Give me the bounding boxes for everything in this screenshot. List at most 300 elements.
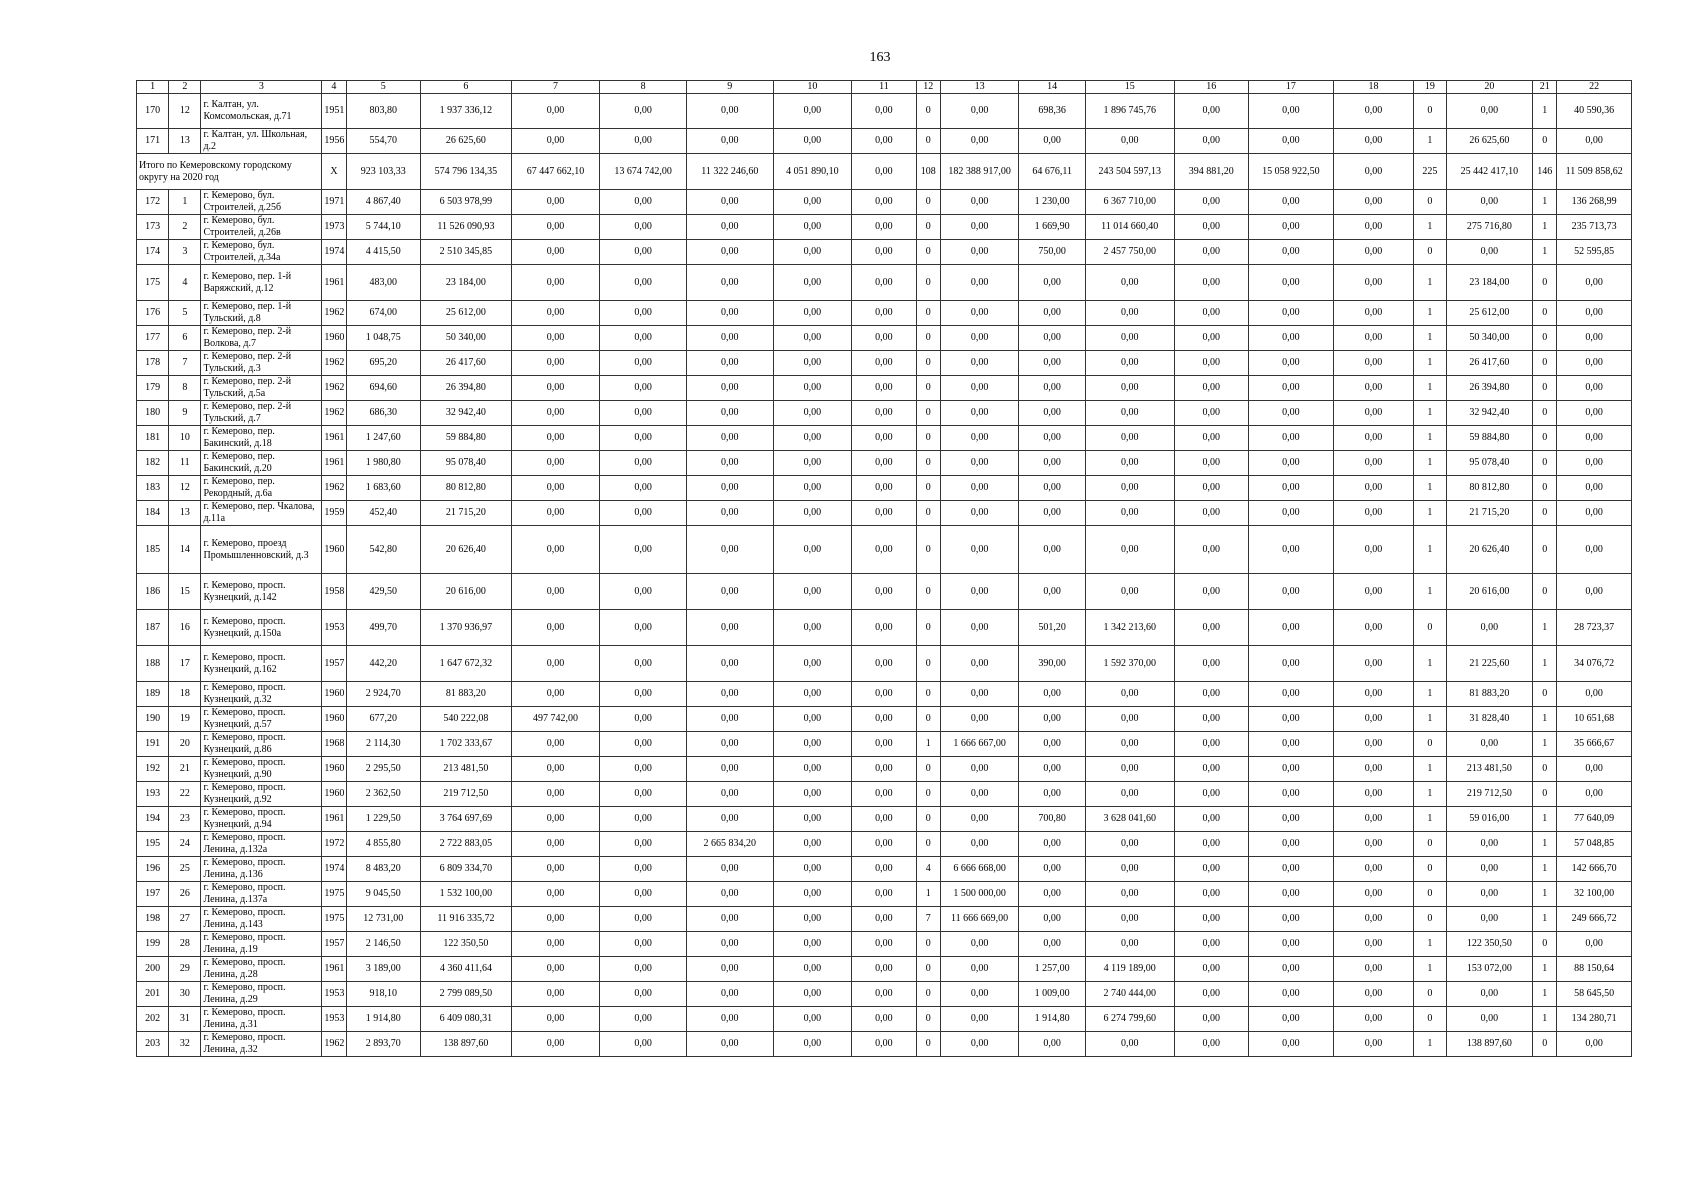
table-cell: 0 bbox=[916, 610, 940, 646]
header-cell: 7 bbox=[511, 81, 600, 94]
table-cell: 0 bbox=[916, 240, 940, 265]
table-cell: 0,00 bbox=[686, 240, 773, 265]
table-cell: 25 612,00 bbox=[1446, 301, 1533, 326]
table-cell: 1 980,80 bbox=[346, 451, 421, 476]
table-cell: 0 bbox=[916, 782, 940, 807]
table-cell: 0,00 bbox=[1174, 574, 1249, 610]
table-cell: 0,00 bbox=[511, 376, 600, 401]
table-cell: 29 bbox=[169, 957, 201, 982]
table-cell: 0,00 bbox=[940, 265, 1019, 301]
table-cell: 0,00 bbox=[511, 757, 600, 782]
table-cell: 4 bbox=[916, 857, 940, 882]
table-cell: 0,00 bbox=[1249, 265, 1334, 301]
table-cell: 0,00 bbox=[1085, 574, 1174, 610]
table-cell: 1960 bbox=[322, 326, 346, 351]
table-cell: 0,00 bbox=[940, 501, 1019, 526]
table-cell: 0,00 bbox=[686, 857, 773, 882]
table-cell: 0,00 bbox=[511, 646, 600, 682]
table-cell: 80 812,80 bbox=[421, 476, 512, 501]
address-cell: г. Кемерово, просп. Ленина, д.143 bbox=[201, 907, 322, 932]
table-cell: 1 bbox=[1414, 957, 1446, 982]
table-cell: 0,00 bbox=[940, 682, 1019, 707]
table-cell: 23 184,00 bbox=[421, 265, 512, 301]
table-cell: 0,00 bbox=[686, 94, 773, 129]
address-cell: г. Кемерово, просп. Кузнецкий, д.32 bbox=[201, 682, 322, 707]
table-cell: 200 bbox=[137, 957, 169, 982]
table-cell: 81 883,20 bbox=[421, 682, 512, 707]
table-row bbox=[137, 882, 1632, 907]
table-cell: 0,00 bbox=[600, 732, 687, 757]
table-cell: 0 bbox=[1533, 682, 1557, 707]
table-cell: 0,00 bbox=[852, 1032, 916, 1057]
table-cell: 0,00 bbox=[852, 376, 916, 401]
table-row bbox=[137, 451, 1632, 476]
table-cell: 0,00 bbox=[1085, 1032, 1174, 1057]
header-cell: 3 bbox=[201, 81, 322, 94]
table-row bbox=[137, 240, 1632, 265]
table-cell: 0,00 bbox=[940, 94, 1019, 129]
table-cell: 0,00 bbox=[852, 451, 916, 476]
table-cell: 21 bbox=[169, 757, 201, 782]
table-cell: 14 bbox=[169, 526, 201, 574]
table-row bbox=[137, 782, 1632, 807]
table-cell: 32 942,40 bbox=[1446, 401, 1533, 426]
table-cell: 23 184,00 bbox=[1446, 265, 1533, 301]
address-cell: г. Кемерово, пер. 2-й Тульский, д.3 bbox=[201, 351, 322, 376]
table-cell: 0,00 bbox=[1085, 326, 1174, 351]
table-cell: 0,00 bbox=[1085, 451, 1174, 476]
table-cell: 6 666 668,00 bbox=[940, 857, 1019, 882]
table-cell: 0,00 bbox=[1249, 646, 1334, 682]
table-cell: 0,00 bbox=[1333, 190, 1414, 215]
table-cell: 0,00 bbox=[1019, 682, 1085, 707]
table-cell: 0,00 bbox=[600, 426, 687, 451]
table-cell: 1 247,60 bbox=[346, 426, 421, 451]
table-cell: 0 bbox=[1533, 1032, 1557, 1057]
header-cell: 8 bbox=[600, 81, 687, 94]
table-cell: 0,00 bbox=[773, 782, 852, 807]
table-cell: 174 bbox=[137, 240, 169, 265]
table-cell: 0,00 bbox=[773, 832, 852, 857]
table-cell: 0,00 bbox=[773, 451, 852, 476]
table-cell: 146 bbox=[1533, 154, 1557, 190]
table-cell: 219 712,50 bbox=[421, 782, 512, 807]
table-cell: 0,00 bbox=[1249, 757, 1334, 782]
table-cell: 0,00 bbox=[1085, 351, 1174, 376]
table-cell: 0 bbox=[916, 932, 940, 957]
table-cell: 0,00 bbox=[511, 857, 600, 882]
table-cell: 923 103,33 bbox=[346, 154, 421, 190]
table-cell: 0,00 bbox=[1174, 682, 1249, 707]
table-cell: 2 799 089,50 bbox=[421, 982, 512, 1007]
table-row bbox=[137, 646, 1632, 682]
table-cell: 1 229,50 bbox=[346, 807, 421, 832]
table-cell: 0 bbox=[1533, 426, 1557, 451]
table-cell: 1971 bbox=[322, 190, 346, 215]
header-cell: 14 bbox=[1019, 81, 1085, 94]
table-cell: 138 897,60 bbox=[1446, 1032, 1533, 1057]
table-cell: 11 509 858,62 bbox=[1557, 154, 1632, 190]
table-cell: 27 bbox=[169, 907, 201, 932]
table-cell: 192 bbox=[137, 757, 169, 782]
table-cell: 50 340,00 bbox=[1446, 326, 1533, 351]
table-cell: 0,00 bbox=[1174, 376, 1249, 401]
table-cell: 1 bbox=[1533, 857, 1557, 882]
table-cell: 4 bbox=[169, 265, 201, 301]
table-cell: 0,00 bbox=[1019, 526, 1085, 574]
table-cell: 1 bbox=[1414, 476, 1446, 501]
table-cell: 0,00 bbox=[940, 1032, 1019, 1057]
table-cell: 0,00 bbox=[511, 501, 600, 526]
table-cell: 0,00 bbox=[1446, 832, 1533, 857]
header-cell: 20 bbox=[1446, 81, 1533, 94]
address-cell: г. Кемерово, просп. Ленина, д.31 bbox=[201, 1007, 322, 1032]
table-cell: 0,00 bbox=[773, 757, 852, 782]
table-cell: 0 bbox=[1533, 526, 1557, 574]
table-cell: 0,00 bbox=[1019, 326, 1085, 351]
table-cell: 11 014 660,40 bbox=[1085, 215, 1174, 240]
table-cell: 0,00 bbox=[852, 882, 916, 907]
table-cell: 1959 bbox=[322, 501, 346, 526]
table-cell: 0,00 bbox=[511, 351, 600, 376]
table-cell: 0,00 bbox=[940, 129, 1019, 154]
table-cell: 554,70 bbox=[346, 129, 421, 154]
table-cell: 12 731,00 bbox=[346, 907, 421, 932]
table-cell: 0,00 bbox=[1019, 451, 1085, 476]
table-cell: 0,00 bbox=[1019, 882, 1085, 907]
table-cell: 0 bbox=[916, 501, 940, 526]
address-cell: г. Кемерово, просп. Кузнецкий, д.142 bbox=[201, 574, 322, 610]
table-cell: 1 bbox=[1414, 1032, 1446, 1057]
table-row bbox=[137, 351, 1632, 376]
table-cell: 2 bbox=[169, 215, 201, 240]
table-cell: 1953 bbox=[322, 610, 346, 646]
table-cell: 0,00 bbox=[686, 1032, 773, 1057]
table-cell: 219 712,50 bbox=[1446, 782, 1533, 807]
table-cell: 0 bbox=[916, 190, 940, 215]
table-cell: 0,00 bbox=[600, 1032, 687, 1057]
table-cell: 0 bbox=[916, 574, 940, 610]
address-cell: г. Кемерово, проезд Промышленновский, д.3 bbox=[201, 526, 322, 574]
table-cell: 15 bbox=[169, 574, 201, 610]
table-cell: 0,00 bbox=[1085, 757, 1174, 782]
table-cell: 0 bbox=[1414, 857, 1446, 882]
table-cell: 2 295,50 bbox=[346, 757, 421, 782]
table-cell: 750,00 bbox=[1019, 240, 1085, 265]
table-cell: 0,00 bbox=[773, 682, 852, 707]
table-cell: 184 bbox=[137, 501, 169, 526]
address-cell: г. Кемерово, просп. Кузнецкий, д.90 bbox=[201, 757, 322, 782]
table-cell: 10 bbox=[169, 426, 201, 451]
table-cell: 0,00 bbox=[1333, 732, 1414, 757]
table-cell: 0,00 bbox=[600, 376, 687, 401]
table-cell: 59 884,80 bbox=[1446, 426, 1533, 451]
table-cell: 0,00 bbox=[1557, 451, 1632, 476]
table-cell: 0,00 bbox=[1557, 426, 1632, 451]
table-cell: 31 bbox=[169, 1007, 201, 1032]
table-cell: 0,00 bbox=[1557, 376, 1632, 401]
table-cell: 0,00 bbox=[1174, 882, 1249, 907]
table-cell: 2 362,50 bbox=[346, 782, 421, 807]
table-cell: 4 051 890,10 bbox=[773, 154, 852, 190]
table-cell: 0,00 bbox=[1174, 501, 1249, 526]
table-cell: 0,00 bbox=[686, 215, 773, 240]
table-cell: 0,00 bbox=[686, 190, 773, 215]
table-cell: 0,00 bbox=[511, 832, 600, 857]
table-cell: 0 bbox=[1414, 190, 1446, 215]
table-cell: 0,00 bbox=[773, 646, 852, 682]
table-cell: 0,00 bbox=[1557, 574, 1632, 610]
table-cell: 0,00 bbox=[511, 401, 600, 426]
table-cell: 0,00 bbox=[852, 982, 916, 1007]
table-row bbox=[137, 376, 1632, 401]
table-cell: 19 bbox=[169, 707, 201, 732]
table-cell: 0,00 bbox=[600, 94, 687, 129]
table-cell: 0,00 bbox=[773, 426, 852, 451]
table-cell: 6 409 080,31 bbox=[421, 1007, 512, 1032]
table-cell: 0,00 bbox=[852, 857, 916, 882]
table-cell: 1 666 667,00 bbox=[940, 732, 1019, 757]
table-cell: 0,00 bbox=[1019, 832, 1085, 857]
table-cell: 30 bbox=[169, 982, 201, 1007]
table-cell: 0,00 bbox=[511, 240, 600, 265]
address-cell: г. Кемерово, пер. Бакинский, д.20 bbox=[201, 451, 322, 476]
header-cell: 21 bbox=[1533, 81, 1557, 94]
table-cell: 0,00 bbox=[852, 154, 916, 190]
table-cell: 0,00 bbox=[1085, 782, 1174, 807]
table-cell: 0,00 bbox=[852, 94, 916, 129]
table-cell: 0,00 bbox=[773, 957, 852, 982]
table-cell: 0,00 bbox=[1249, 526, 1334, 574]
table-cell: 0,00 bbox=[1174, 476, 1249, 501]
table-cell: 1960 bbox=[322, 682, 346, 707]
table-cell: 0,00 bbox=[1557, 1032, 1632, 1057]
table-cell: 0,00 bbox=[1557, 301, 1632, 326]
table-cell: 0,00 bbox=[1249, 94, 1334, 129]
address-cell: г. Калтан, ул. Комсомольская, д.71 bbox=[201, 94, 322, 129]
header-cell: 22 bbox=[1557, 81, 1632, 94]
table-row bbox=[137, 982, 1632, 1007]
table-cell: 0,00 bbox=[1174, 807, 1249, 832]
table-cell: 1957 bbox=[322, 932, 346, 957]
table-cell: 0,00 bbox=[1249, 215, 1334, 240]
table-cell: 1962 bbox=[322, 476, 346, 501]
table-cell: 0,00 bbox=[1174, 982, 1249, 1007]
table-cell: 5 bbox=[169, 301, 201, 326]
table-cell: 182 bbox=[137, 451, 169, 476]
table-cell: 0,00 bbox=[852, 476, 916, 501]
table-cell: 0,00 bbox=[1446, 732, 1533, 757]
table-cell: 0,00 bbox=[1249, 129, 1334, 154]
table-cell: 0,00 bbox=[1249, 707, 1334, 732]
table-cell: 0 bbox=[916, 1032, 940, 1057]
table-cell: 0,00 bbox=[1085, 426, 1174, 451]
table-cell: 0 bbox=[1533, 757, 1557, 782]
table-cell: 195 bbox=[137, 832, 169, 857]
table-cell: 1 647 672,32 bbox=[421, 646, 512, 682]
table-cell: 1 bbox=[1533, 832, 1557, 857]
table-cell: 0,00 bbox=[1249, 882, 1334, 907]
table-cell: 8 bbox=[169, 376, 201, 401]
table-cell: 0,00 bbox=[511, 807, 600, 832]
table-row bbox=[137, 526, 1632, 574]
table-row bbox=[137, 907, 1632, 932]
table-cell: 0,00 bbox=[686, 426, 773, 451]
table-cell: 1962 bbox=[322, 376, 346, 401]
table-cell: 0,00 bbox=[1085, 682, 1174, 707]
table-cell: 88 150,64 bbox=[1557, 957, 1632, 982]
table-cell: 0,00 bbox=[1446, 610, 1533, 646]
table-cell: 0,00 bbox=[1249, 351, 1334, 376]
table-cell: 1 bbox=[1414, 707, 1446, 732]
table-cell: 2 665 834,20 bbox=[686, 832, 773, 857]
table-cell: 1 bbox=[1414, 451, 1446, 476]
table-cell: 1 bbox=[1414, 646, 1446, 682]
table-cell: 1 bbox=[1414, 376, 1446, 401]
address-cell: г. Кемерово, просп. Ленина, д.29 bbox=[201, 982, 322, 1007]
table-cell: 0 bbox=[1414, 907, 1446, 932]
table-cell: 0,00 bbox=[1085, 882, 1174, 907]
address-cell: г. Кемерово, просп. Ленина, д.137а bbox=[201, 882, 322, 907]
table-cell: 5 744,10 bbox=[346, 215, 421, 240]
table-cell: 11 bbox=[169, 451, 201, 476]
table-cell: 0,00 bbox=[940, 982, 1019, 1007]
table-cell: 213 481,50 bbox=[421, 757, 512, 782]
table-cell: 1974 bbox=[322, 240, 346, 265]
table-row bbox=[137, 215, 1632, 240]
table-cell: 0,00 bbox=[600, 240, 687, 265]
table-cell: 0 bbox=[916, 301, 940, 326]
table-cell: 542,80 bbox=[346, 526, 421, 574]
table-cell: 0,00 bbox=[1557, 932, 1632, 957]
table-cell: 0 bbox=[1533, 501, 1557, 526]
table-cell: 0,00 bbox=[1333, 832, 1414, 857]
table-cell: 0,00 bbox=[940, 526, 1019, 574]
table-cell: 0,00 bbox=[600, 301, 687, 326]
table-cell: 0,00 bbox=[1174, 832, 1249, 857]
table-cell: 134 280,71 bbox=[1557, 1007, 1632, 1032]
table-cell: 0,00 bbox=[1446, 1007, 1533, 1032]
table-cell: 0,00 bbox=[852, 401, 916, 426]
table-cell: 0,00 bbox=[1249, 574, 1334, 610]
header-cell: 1 bbox=[137, 81, 169, 94]
table-cell: 390,00 bbox=[1019, 646, 1085, 682]
table-cell: 1953 bbox=[322, 982, 346, 1007]
table-cell: 1960 bbox=[322, 757, 346, 782]
header-cell: 9 bbox=[686, 81, 773, 94]
table-cell: 1 bbox=[1533, 610, 1557, 646]
table-cell: 58 645,50 bbox=[1557, 982, 1632, 1007]
table-cell: 0,00 bbox=[1557, 757, 1632, 782]
table-cell: 0,00 bbox=[1174, 265, 1249, 301]
table-cell: 95 078,40 bbox=[1446, 451, 1533, 476]
table-cell: 0 bbox=[1533, 451, 1557, 476]
table-row bbox=[137, 326, 1632, 351]
table-cell: 0,00 bbox=[940, 782, 1019, 807]
table-cell: 0,00 bbox=[773, 732, 852, 757]
table-cell: 0,00 bbox=[1019, 732, 1085, 757]
header-cell: 17 bbox=[1249, 81, 1334, 94]
table-cell: 0,00 bbox=[1249, 376, 1334, 401]
address-cell: г. Кемерово, просп. Кузнецкий, д.86 bbox=[201, 732, 322, 757]
table-cell: 0,00 bbox=[852, 574, 916, 610]
table-cell: 171 bbox=[137, 129, 169, 154]
table-cell: 1 bbox=[1414, 807, 1446, 832]
table-cell: 0 bbox=[916, 215, 940, 240]
table-cell: 173 bbox=[137, 215, 169, 240]
table-cell: 0,00 bbox=[773, 707, 852, 732]
table-cell: 0,00 bbox=[940, 832, 1019, 857]
table-cell: 0,00 bbox=[1557, 501, 1632, 526]
table-cell: 0,00 bbox=[1333, 907, 1414, 932]
address-cell: г. Кемерово, пер. 1-й Варяжский, д.12 bbox=[201, 265, 322, 301]
table-cell: 0,00 bbox=[1174, 646, 1249, 682]
table-cell: 0,00 bbox=[1333, 782, 1414, 807]
table-cell: 0,00 bbox=[773, 610, 852, 646]
table-cell: 0,00 bbox=[1174, 451, 1249, 476]
table-cell: 0,00 bbox=[1333, 1007, 1414, 1032]
table-cell: 0,00 bbox=[511, 932, 600, 957]
table-cell: 0,00 bbox=[686, 376, 773, 401]
table-cell: 0,00 bbox=[511, 682, 600, 707]
table-cell: 80 812,80 bbox=[1446, 476, 1533, 501]
table-cell: 0,00 bbox=[1085, 476, 1174, 501]
table-cell: 1 bbox=[1533, 215, 1557, 240]
table-cell: 25 612,00 bbox=[421, 301, 512, 326]
table-cell: 34 076,72 bbox=[1557, 646, 1632, 682]
table-cell: 81 883,20 bbox=[1446, 682, 1533, 707]
table-cell: 0,00 bbox=[1249, 401, 1334, 426]
table-cell: 177 bbox=[137, 326, 169, 351]
address-cell: г. Кемерово, пер. Чкалова, д.11а bbox=[201, 501, 322, 526]
table-cell: 1 592 370,00 bbox=[1085, 646, 1174, 682]
table-cell: 1 bbox=[1414, 129, 1446, 154]
table-cell: 1968 bbox=[322, 732, 346, 757]
table-cell: 0,00 bbox=[600, 215, 687, 240]
table-cell: 0,00 bbox=[940, 1007, 1019, 1032]
table-cell: 0,00 bbox=[1333, 757, 1414, 782]
table-cell: 193 bbox=[137, 782, 169, 807]
table-cell: 50 340,00 bbox=[421, 326, 512, 351]
table-cell: 0 bbox=[1533, 401, 1557, 426]
table-cell: 0,00 bbox=[1557, 682, 1632, 707]
table-cell: 0,00 bbox=[773, 982, 852, 1007]
table-cell: 0,00 bbox=[852, 1007, 916, 1032]
table-cell: 0,00 bbox=[686, 451, 773, 476]
table-cell: 1960 bbox=[322, 782, 346, 807]
table-cell: 0,00 bbox=[852, 190, 916, 215]
table-cell: 191 bbox=[137, 732, 169, 757]
table-cell: 0,00 bbox=[852, 782, 916, 807]
table-cell: 0,00 bbox=[1557, 476, 1632, 501]
table-cell: 0,00 bbox=[1174, 326, 1249, 351]
table-cell: 0,00 bbox=[852, 240, 916, 265]
table-cell: 0,00 bbox=[686, 732, 773, 757]
table-cell: 21 715,20 bbox=[1446, 501, 1533, 526]
table-cell: 0,00 bbox=[686, 782, 773, 807]
table-cell: 142 666,70 bbox=[1557, 857, 1632, 882]
table-cell: 0 bbox=[1533, 782, 1557, 807]
table-cell: 0,00 bbox=[1174, 957, 1249, 982]
table-cell: 0,00 bbox=[1557, 351, 1632, 376]
table-cell: 8 483,20 bbox=[346, 857, 421, 882]
table-cell: 6 503 978,99 bbox=[421, 190, 512, 215]
header-cell: 15 bbox=[1085, 81, 1174, 94]
table-cell: 2 510 345,85 bbox=[421, 240, 512, 265]
table-cell: 0,00 bbox=[511, 326, 600, 351]
table-cell: 0 bbox=[1533, 574, 1557, 610]
table-cell: 0,00 bbox=[600, 190, 687, 215]
